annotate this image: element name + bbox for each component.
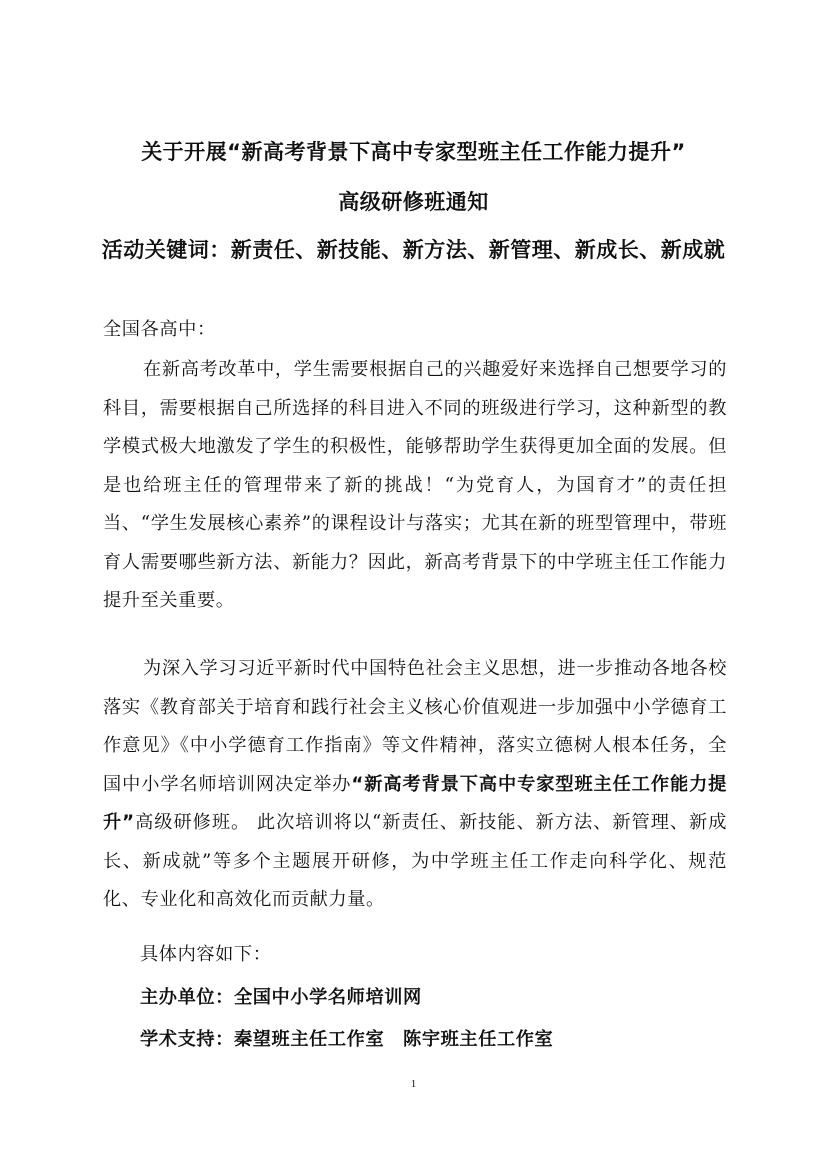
keywords-line: 活动关键词：新责任、新技能、新方法、新管理、新成长、新成就	[101, 238, 726, 262]
salutation: 全国各高中：	[103, 319, 216, 340]
paragraph-purpose	[103, 650, 727, 920]
paragraph-purpose-program-name: “新高考背景下高中专家型班主任工作能力提升”	[103, 773, 727, 833]
host-label: 主办单位：	[140, 987, 234, 1008]
support-value: 秦望班主任工作室 陈宇班主任工作室	[233, 1029, 554, 1050]
document-title-line2: 高级研修班通知	[338, 190, 489, 214]
content-intro: 具体内容如下：	[140, 944, 272, 965]
support-label: 学术支持：	[140, 1029, 234, 1050]
support-line	[140, 1025, 553, 1055]
paragraph-purpose-text-1: 为深入学习习近平新时代中国特色社会主义思想，进一步推动各地各校落实《教育部关于培育和践行社会主义核心价值观进一步加强中小学德育工作意见》《中小学德育工作指南》等文件精神，落实立德树人根本任务，全国中小学名师培训网决定举办	[103, 658, 727, 795]
host-value: 全国中小学名师培训网	[233, 987, 422, 1008]
document-title-line1: 关于开展“新高考背景下高中专家型班主任工作能力提升”	[141, 140, 686, 164]
paragraph-purpose-text-2: 高级研修班。 此次培训将以“新责任、新技能、新方法、新管理、新成长、新成就”等多个主题展开研修，为中学班主任工作走向科学化、规范化、专业化和高效化而贡献力量。	[103, 812, 728, 910]
paragraph-intro: 在新高考改革中，学生需要根据自己的兴趣爱好来选择自己想要学习的科目，需要根据自己所选择的科目进入不同的班级进行学习，这种新型的教学模式极大地激发了学生的积极性，能够帮助学生获得更加全面的发展。但是也给班主任的管理带来了新的挑战！“为党育人，为国育才”的责任担当、“学生发展核心素养”的课程设计与落实；尤其在新的班型管理中，带班育人需要哪些新方法、新能力？因此，新高考背景下的中学班主任工作能力提升至关重要。	[103, 359, 727, 611]
host-line	[140, 983, 422, 1013]
page-number: 1	[410, 1078, 417, 1090]
